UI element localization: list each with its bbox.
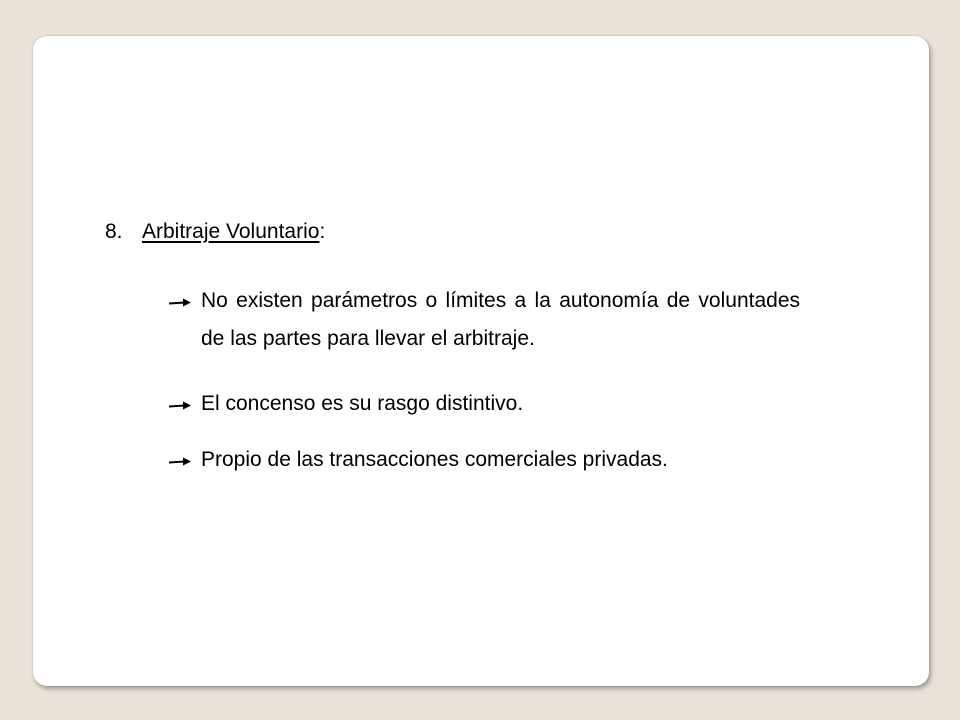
bullet-item-3 bbox=[201, 441, 800, 479]
slide-card bbox=[33, 36, 929, 686]
heading-suffix: : bbox=[319, 220, 326, 243]
arrow-right-icon bbox=[169, 457, 191, 467]
bullet-item-2 bbox=[201, 385, 800, 423]
bullet-text-1: No existen parámetros o límites a la autonomía de voluntades de las partes para llevar el arbitraje. bbox=[201, 289, 800, 350]
heading-title: Arbitraje Voluntario bbox=[142, 220, 320, 243]
arrow-right-icon bbox=[169, 298, 191, 308]
arrow-right-icon bbox=[169, 401, 191, 411]
bullet-text-2: El concenso es su rasgo distintivo. bbox=[201, 392, 524, 415]
section-heading bbox=[105, 220, 325, 244]
heading-number: 8. bbox=[105, 220, 123, 243]
bullet-text-3: Propio de las transacciones comerciales privadas. bbox=[201, 448, 668, 471]
bullet-item-1 bbox=[201, 282, 800, 358]
